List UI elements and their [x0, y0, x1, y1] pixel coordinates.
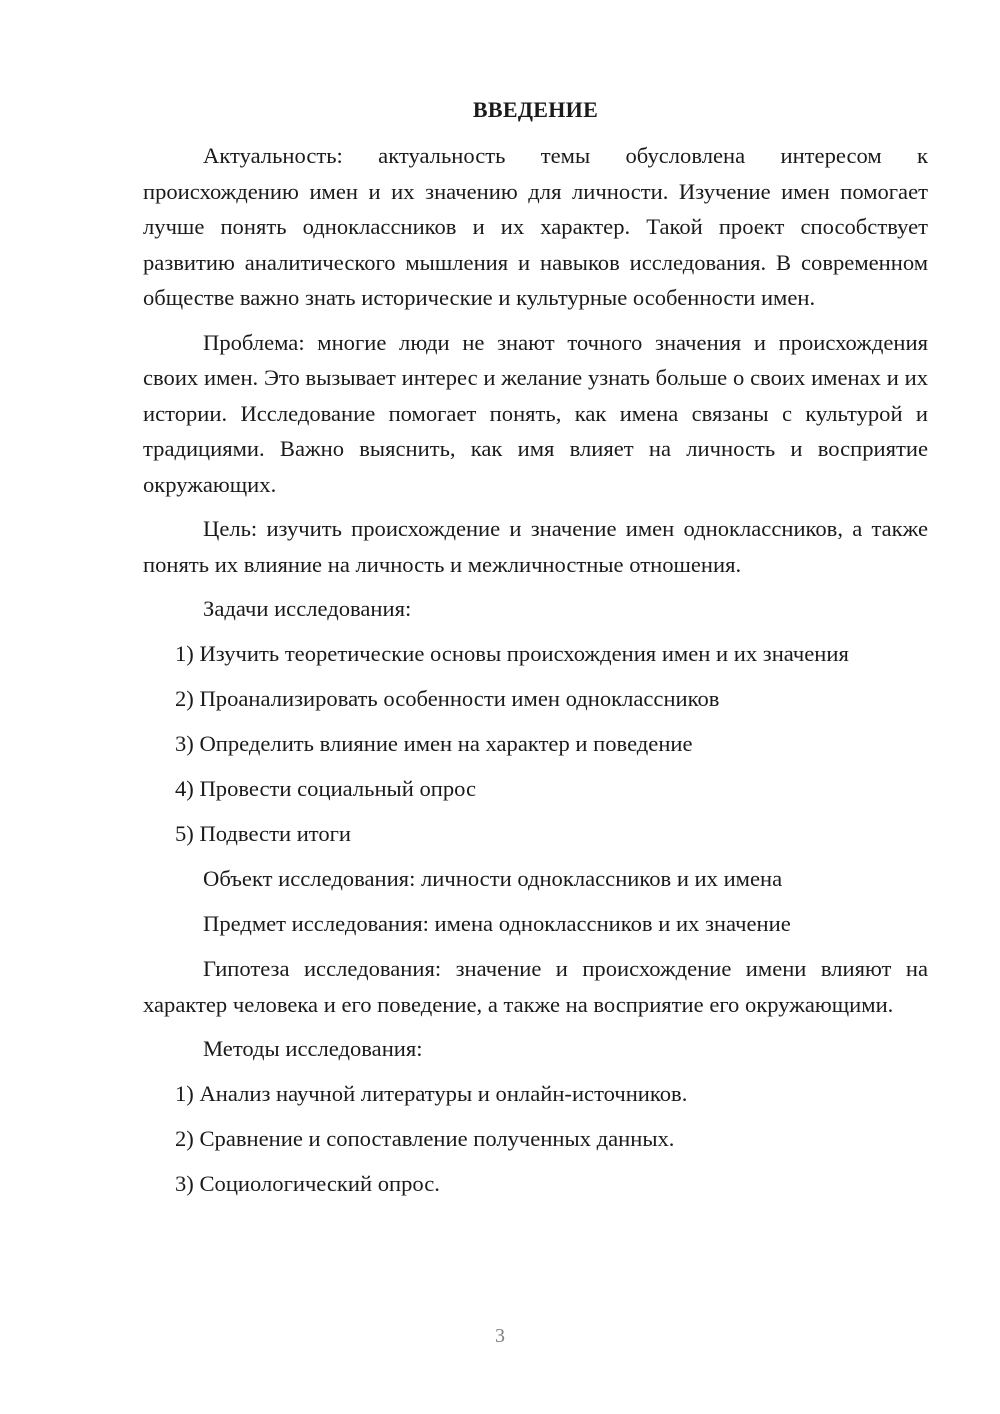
page-number: 3: [495, 1325, 505, 1347]
list-item: 2) Сравнение и сопоставление полученных данных.: [175, 1126, 675, 1151]
problem-paragraph: Проблема: многие люди не знают точного значения и происхождения своих имен. Это вызывает интерес и желание узнать больше о своих именах и их истории. Исследование помогает понять, как имена связаны с культурой и традициями. Важно выяснить, как имя влияет на личность и восприятие окружающих.: [143, 329, 928, 497]
list-item: 1) Анализ научной литературы и онлайн-источников.: [175, 1081, 688, 1106]
tasks-list: [143, 636, 928, 852]
hypothesis-paragraph: Гипотеза исследования: значение и происхождение имени влияют на характер человека и его поведение, а также на восприятие его окружающими.: [143, 956, 928, 1017]
tasks-heading: Задачи исследования:: [203, 596, 412, 621]
subject-line: Предмет исследования: имена одноклассников и их значение: [203, 911, 791, 936]
relevance-paragraph: Актуальность: актуальность темы обусловлена интересом к происхождению имен и их значению для личности. Изучение имен помогает лучше понять одноклассников и их характер. Такой проект способствует развитию аналитического мышления и навыков исследования. В современном обществе важно знать исторические и культурные особенности имен.: [143, 143, 928, 310]
list-item: 3) Социологический опрос.: [175, 1171, 440, 1196]
goal-paragraph: Цель: изучить происхождение и значение имен одноклассников, а также понять их влияние на личность и межличностные отношения.: [143, 516, 928, 577]
section-title: ВВЕДЕНИЕ: [472, 97, 599, 122]
object-line: Объект исследования: личности одноклассников и их имена: [203, 866, 783, 891]
list-item: 2) Проанализировать особенности имен одноклассников: [175, 686, 720, 711]
page-content: [143, 92, 928, 1211]
list-item: 1) Изучить теоретические основы происхождения имен и их значения: [175, 641, 849, 666]
list-item: 3) Определить влияние имен на характер и поведение: [175, 731, 693, 756]
list-item: 4) Провести социальный опрос: [175, 776, 477, 801]
list-item: 5) Подвести итоги: [175, 821, 352, 846]
methods-list: [143, 1076, 928, 1202]
methods-heading: Методы исследования:: [203, 1036, 423, 1061]
